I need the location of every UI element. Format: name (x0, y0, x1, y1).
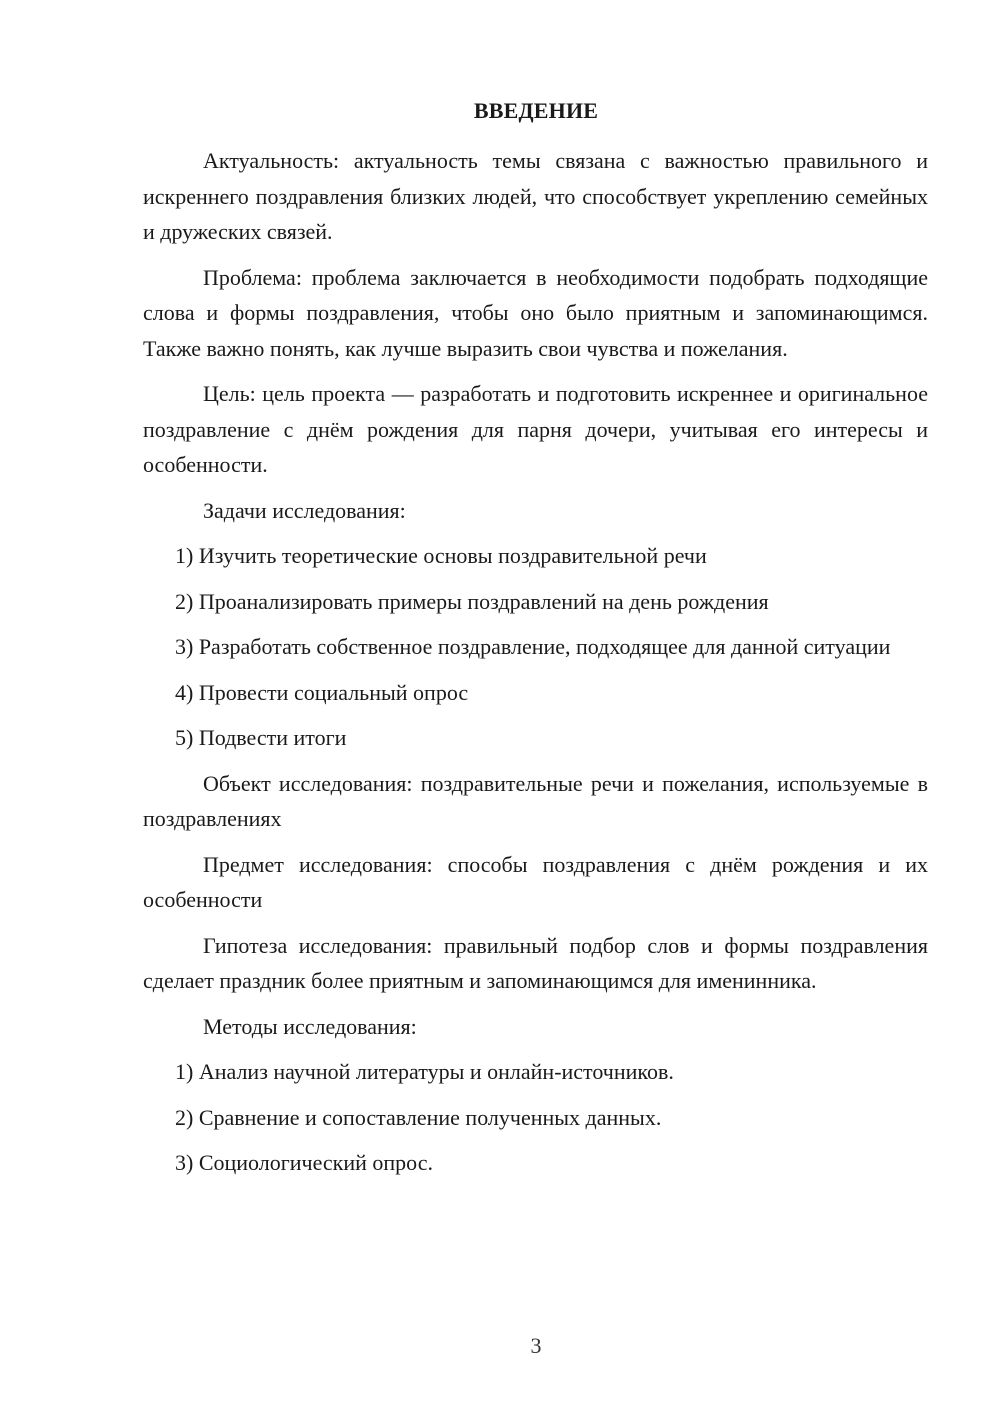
methods-heading: Методы исследования: (203, 1013, 417, 1039)
method-item: 1) Анализ научной литературы и онлайн-источников. (175, 1059, 674, 1084)
object-paragraph: Объект исследования: поздравительные речи и пожелания, используемые в поздравлениях (143, 770, 928, 831)
section-title: ВВЕДЕНИЕ (473, 98, 599, 123)
method-item: 3) Социологический опрос. (175, 1150, 433, 1175)
hypothesis-paragraph: Гипотеза исследования: правильный подбор слов и формы поздравления сделает праздник более приятным и запоминающимся для именинника. (143, 932, 928, 993)
task-item: 2) Проанализировать примеры поздравлений на день рождения (175, 588, 769, 614)
tasks-heading: Задачи исследования: (203, 497, 406, 523)
method-item: 2) Сравнение и сопоставление полученных данных. (175, 1104, 662, 1130)
task-item: 1) Изучить теоретические основы поздравительной речи (175, 543, 707, 568)
subject-paragraph: Предмет исследования: способы поздравления с днём рождения и их особенности (143, 851, 928, 912)
document-body (143, 143, 928, 1191)
task-item: 4) Провести социальный опрос (175, 679, 469, 705)
page-number: 3 (530, 1333, 542, 1358)
goal-paragraph: Цель: цель проекта — разработать и подготовить искреннее и оригинальное поздравление с днём рождения для парня дочери, учитывая его интересы и особенности. (143, 381, 928, 477)
relevance-paragraph: Актуальность: актуальность темы связана с важностью правильного и искреннего поздравления близких людей, что способствует укреплению семейных и дружеских связей. (143, 148, 928, 244)
problem-paragraph: Проблема: проблема заключается в необходимости подобрать подходящие слова и формы поздравления, чтобы оно было приятным и запоминающимся. Также важно понять, как лучше выразить свои чувства и пожелания. (143, 264, 928, 361)
task-item: 3) Разработать собственное поздравление, подходящее для данной ситуации (175, 634, 891, 659)
task-item: 5) Подвести итоги (175, 725, 347, 750)
